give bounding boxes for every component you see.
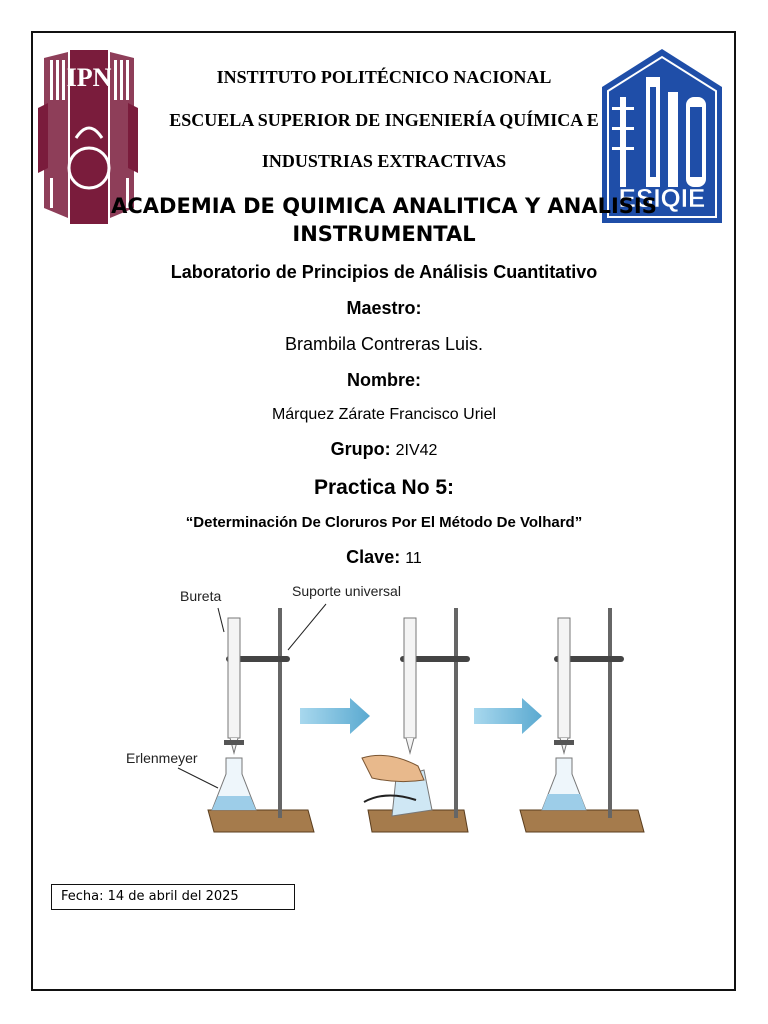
pointer-erlenmeyer	[178, 768, 218, 788]
arrow-1	[300, 698, 370, 734]
arrow-2	[474, 698, 542, 734]
grupo-value: 2IV42	[395, 442, 438, 459]
school-name-line2: INDUSTRIAS EXTRACTIVAS	[261, 151, 507, 171]
date-box: Fecha: 14 de abril del 2025	[51, 884, 295, 910]
lab-title: Laboratorio de Principios de Análisis Cuantitativo	[170, 262, 598, 282]
grupo-line	[0, 439, 768, 460]
school-name-line1: ESCUELA SUPERIOR DE INGENIERÍA QUÍMICA E	[169, 110, 599, 130]
pointer-bureta	[218, 608, 224, 632]
maestro-name: Brambila Contreras Luis.	[284, 334, 484, 354]
label-bureta: Bureta	[180, 588, 222, 604]
practice-number: Practica No 5:	[313, 476, 455, 499]
academy-title-line2: INSTRUMENTAL	[292, 222, 476, 246]
esiqie-logo-text: ESIQIE	[618, 183, 706, 213]
apparatus-1	[208, 608, 314, 832]
institute-name: INSTITUTO POLITÉCNICO NACIONAL	[216, 67, 552, 87]
clave-value: 11	[405, 550, 422, 567]
student-name: Márquez Zárate Francisco Uriel	[271, 406, 497, 423]
apparatus-3	[520, 608, 644, 832]
clave-label: Clave:	[346, 547, 401, 567]
nombre-label: Nombre:	[346, 370, 421, 390]
academy-title-line1: ACADEMIA DE QUIMICA ANALITICA Y ANALISIS	[111, 194, 657, 218]
label-erlenmeyer: Erlenmeyer	[126, 750, 198, 766]
label-soporte: Suporte universal	[292, 583, 401, 599]
apparatus-2	[362, 608, 470, 832]
grupo-label: Grupo:	[330, 439, 391, 459]
titration-figure	[118, 578, 658, 853]
academy-title	[0, 192, 768, 248]
practice-title: “Determinación De Cloruros Por El Método De Volhard”	[185, 514, 583, 531]
ipn-logo-text: IPN	[66, 63, 112, 92]
clave-line	[0, 547, 768, 568]
pointer-soporte	[288, 604, 326, 650]
maestro-label: Maestro:	[346, 298, 422, 318]
